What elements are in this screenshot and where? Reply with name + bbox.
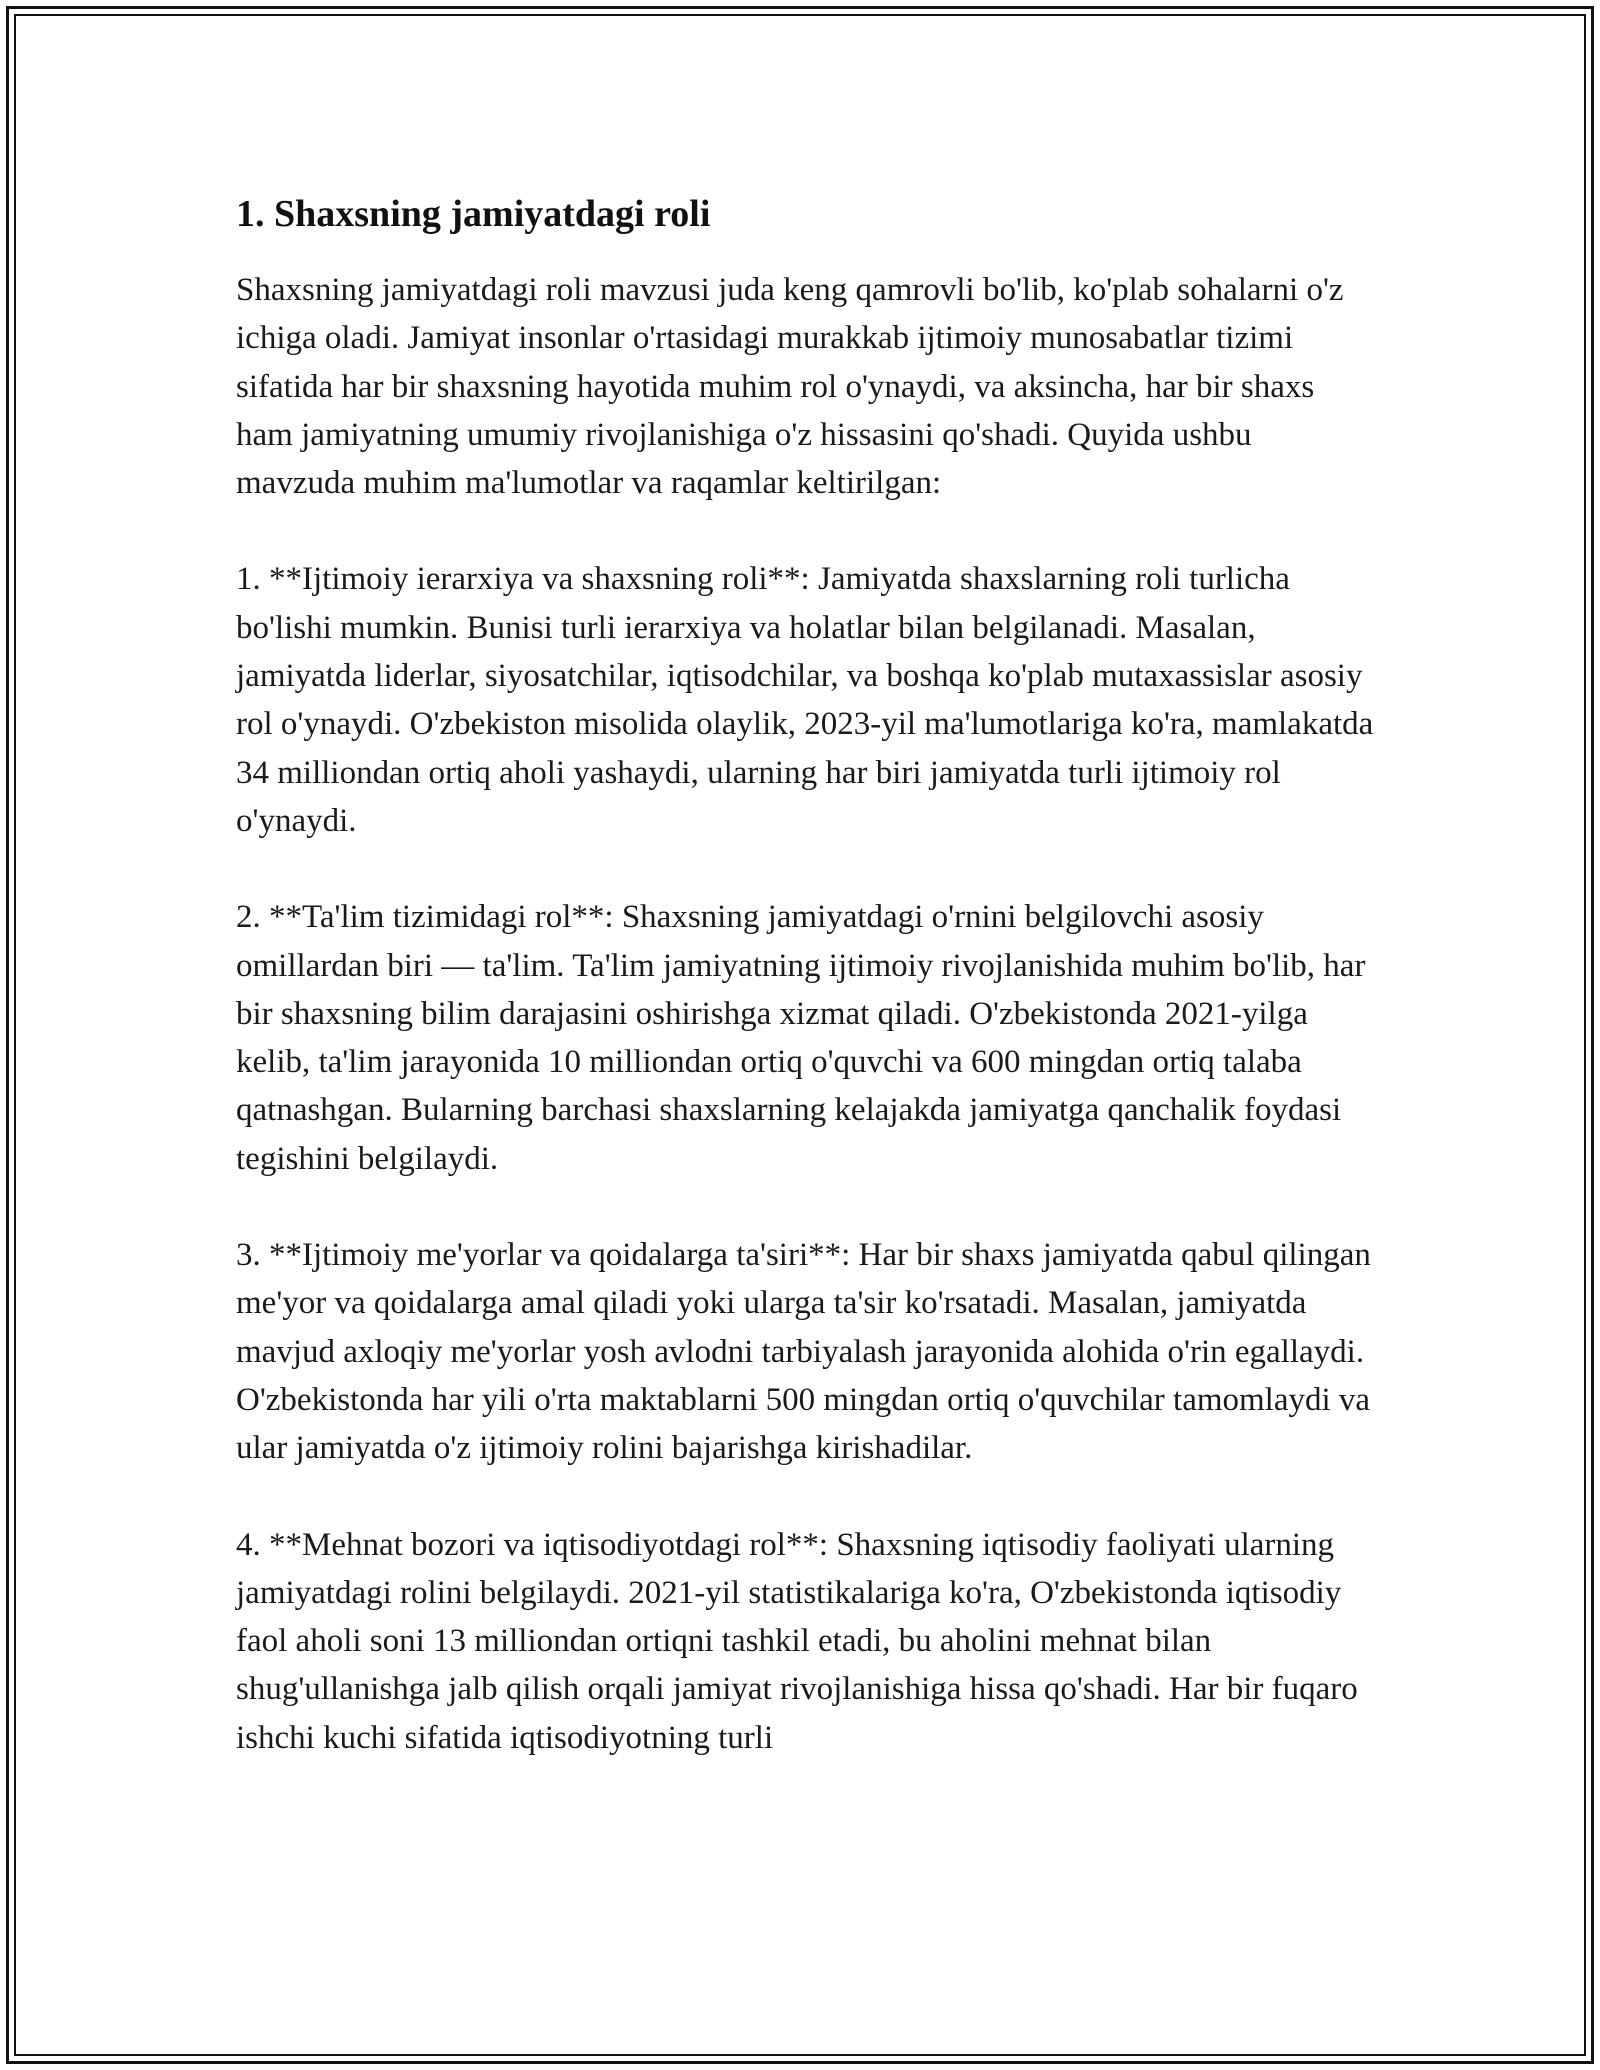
section-heading: 1. Shaxsning jamiyatdagi roli xyxy=(236,193,711,235)
point-2-paragraph: 2. **Ta'lim tizimidagi rol**: Shaxsning jamiyatdagi o'rnini belgilovchi asosiy omillardan biri — ta'lim. Ta'lim jamiyatning ijtimoiy rivojlanishida muhim bo'lib, har bir shaxsning bilim darajasini oshirishga xizmat qiladi. O'zbekistonda 2021-yilga kelib, ta'lim jarayonida 10 milliondan ortiq o'quvchi va 600 mingdan ortiq talaba qatnashgan. Bularning barchasi shaxslarning kelajakda jamiyatga qanchalik foydasi tegishini belgilaydi. xyxy=(236,899,1366,1177)
point-3-paragraph: 3. **Ijtimoiy me'yorlar va qoidalarga ta'siri**: Har bir shaxs jamiyatda qabul qilingan me'yor va qoidalarga amal qiladi yoki ularga ta'sir ko'rsatadi. Masalan, jamiyatda mavjud axloqiy me'yorlar yosh avlodni tarbiyalash jarayonida alohida o'rin egallaydi. O'zbekistonda har yili o'rta maktablarni 500 mingdan ortiq o'quvchilar tamomlaydi va ular jamiyatda o'z ijtimoiy rolini bajarishga kirishadilar. xyxy=(236,1237,1371,1467)
intro-paragraph: Shaxsning jamiyatdagi roli mavzusi juda keng qamrovli bo'lib, ko'plab sohalarni o'z ichiga oladi. Jamiyat insonlar o'rtasidagi murakkab ijtimoiy munosabatlar tizimi sifatida har bir shaxsning hayotida muhim rol o'ynaydi, va aksincha, har bir shaxs ham jamiyatning umumiy rivojlanishiga o'z hissasini qo'shadi. Quyida ushbu mavzuda muhim ma'lumotlar va raqamlar keltirilgan: xyxy=(236,272,1344,502)
point-4-paragraph: 4. **Mehnat bozori va iqtisodiyotdagi rol**: Shaxsning iqtisodiy faoliyati ularning jamiyatdagi rolini belgilaydi. 2021-yil statistikalariga ko'ra, O'zbekistonda iqtisodiy faol aholi soni 13 milliondan ortiqni tashkil etadi, bu aholini mehnat bilan shug'ullanishga jalb qilish orqali jamiyat rivojlanishiga hissa qo'shadi. Har bir fuqaro ishchi kuchi sifatida iqtisodiyotning turli xyxy=(236,1526,1358,1756)
document-body xyxy=(236,186,1376,1810)
point-1-paragraph: 1. **Ijtimoiy ierarxiya va shaxsning roli**: Jamiyatda shaxslarning roli turlicha bo'lishi mumkin. Bunisi turli ierarxiya va holatlar bilan belgilanadi. Masalan, jamiyatda liderlar, siyosatchilar, iqtisodchilar, va boshqa ko'plab mutaxassislar asosiy rol o'ynaydi. O'zbekiston misolida olaylik, 2023-yil ma'lumotlariga ko'ra, mamlakatda 34 milliondan ortiq aholi yashaydi, ularning har biri jamiyatda turli ijtimoiy rol o'ynaydi. xyxy=(236,561,1374,839)
